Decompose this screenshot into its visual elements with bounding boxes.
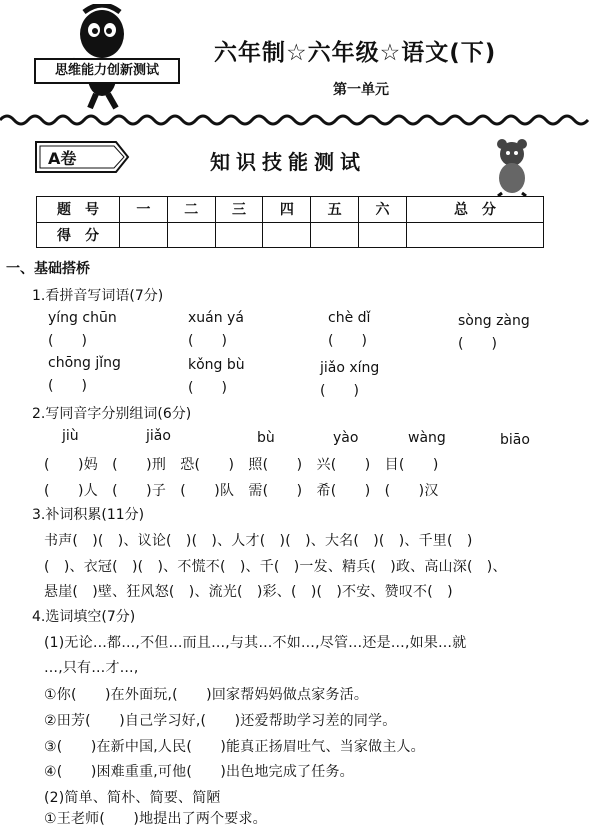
wavy-divider	[0, 112, 590, 128]
pinyin-item: biāo	[500, 432, 530, 448]
question-title: 3.补词积累(11分)	[32, 507, 145, 523]
fill-sentence[interactable]: ①王老师( )地提出了两个要求。	[44, 811, 267, 827]
question-title: 2.写同音字分别组词(6分)	[32, 406, 192, 422]
header-cell: 四	[263, 197, 311, 223]
fill-sentence[interactable]: ③( )在新中国,人民( )能真正扬眉吐气、当家做主人。	[44, 739, 425, 755]
answer-blank[interactable]: ( )	[48, 378, 87, 394]
page-title: 六年制☆六年级☆语文(下)	[214, 40, 497, 66]
fill-sentence[interactable]: ①你( )在外面玩,( )回家帮妈妈做点家务活。	[44, 687, 369, 703]
fill-sentence[interactable]: ②田芳( )自己学习好,( )还爱帮助学习差的同学。	[44, 713, 397, 729]
bear-icon	[488, 138, 536, 196]
header-cell: 二	[167, 197, 215, 223]
fill-line[interactable]: 悬崖( )壁、狂风怒( )、流光( )彩、( )( )不安、赞叹不( )	[44, 584, 453, 600]
pinyin-item: jiù	[62, 428, 79, 444]
pinyin-item: yíng chūn	[48, 310, 117, 326]
pinyin-item: xuán yá	[188, 310, 244, 326]
answer-blank[interactable]: ( )	[48, 333, 87, 349]
row-label: 得 分	[37, 222, 120, 248]
volume-badge-frame	[32, 138, 132, 176]
pinyin-item: yào	[333, 430, 359, 446]
header-cell: 六	[359, 197, 407, 223]
score-header-row	[37, 197, 544, 223]
score-cell[interactable]	[167, 222, 215, 248]
part-heading: 一、基础搭桥	[6, 261, 90, 277]
pinyin-item: jiǎo xíng	[320, 360, 380, 376]
pinyin-item: jiǎo	[146, 428, 171, 444]
fill-line[interactable]: 书声( )( )、议论( )( )、人才( )( )、大名( )( )、千里( )	[44, 533, 473, 549]
fill-sentence[interactable]: ④( )困难重重,可他( )出色地完成了任务。	[44, 764, 354, 780]
pinyin-item: chè dǐ	[328, 310, 371, 326]
score-value-row	[37, 222, 544, 248]
volume-label: A卷	[48, 149, 77, 168]
answer-blank[interactable]: ( )	[188, 333, 227, 349]
question-title: 1.看拼音写词语(7分)	[32, 288, 164, 304]
fill-line[interactable]: ( )妈 ( )刑 恐( ) 照( ) 兴( ) 目( )	[44, 457, 439, 473]
header-cell: 三	[215, 197, 263, 223]
question-title: 4.选词填空(7分)	[32, 609, 136, 625]
answer-blank[interactable]: ( )	[188, 380, 227, 396]
unit-subtitle: 第一单元	[333, 82, 389, 98]
word-options: (2)简单、简朴、简要、简陋	[44, 790, 221, 806]
score-cell[interactable]	[263, 222, 311, 248]
fill-line[interactable]: ( )、衣冠( )( )、不慌不( )、千( )一发、精兵( )政、高山深( )、	[44, 559, 507, 575]
pinyin-item: sòng zàng	[458, 313, 530, 329]
score-cell[interactable]	[311, 222, 359, 248]
pinyin-item: chōng jǐng	[48, 355, 121, 371]
word-options: (1)无论…都…,不但…而且…,与其…不如…,尽管…还是…,如果…就	[44, 635, 467, 651]
word-options: …,只有…才…,	[44, 660, 139, 676]
score-cell[interactable]	[359, 222, 407, 248]
pinyin-item: bù	[257, 430, 275, 446]
answer-blank[interactable]: ( )	[328, 333, 367, 349]
score-table	[36, 196, 544, 248]
score-cell[interactable]	[120, 222, 168, 248]
brand-box: 思维能力创新测试	[34, 58, 180, 84]
header-cell: 五	[311, 197, 359, 223]
header-cell: 题 号	[37, 197, 120, 223]
score-cell[interactable]	[406, 222, 543, 248]
pinyin-item: kǒng bù	[188, 357, 245, 373]
pinyin-item: wàng	[408, 430, 446, 446]
section-title: 知识技能测试	[210, 150, 366, 174]
header-cell: 总 分	[406, 197, 543, 223]
answer-blank[interactable]: ( )	[458, 336, 497, 352]
header-cell: 一	[120, 197, 168, 223]
fill-line[interactable]: ( )人 ( )子 ( )队 需( ) 希( ) ( )汉	[44, 483, 439, 499]
answer-blank[interactable]: ( )	[320, 383, 359, 399]
score-cell[interactable]	[215, 222, 263, 248]
